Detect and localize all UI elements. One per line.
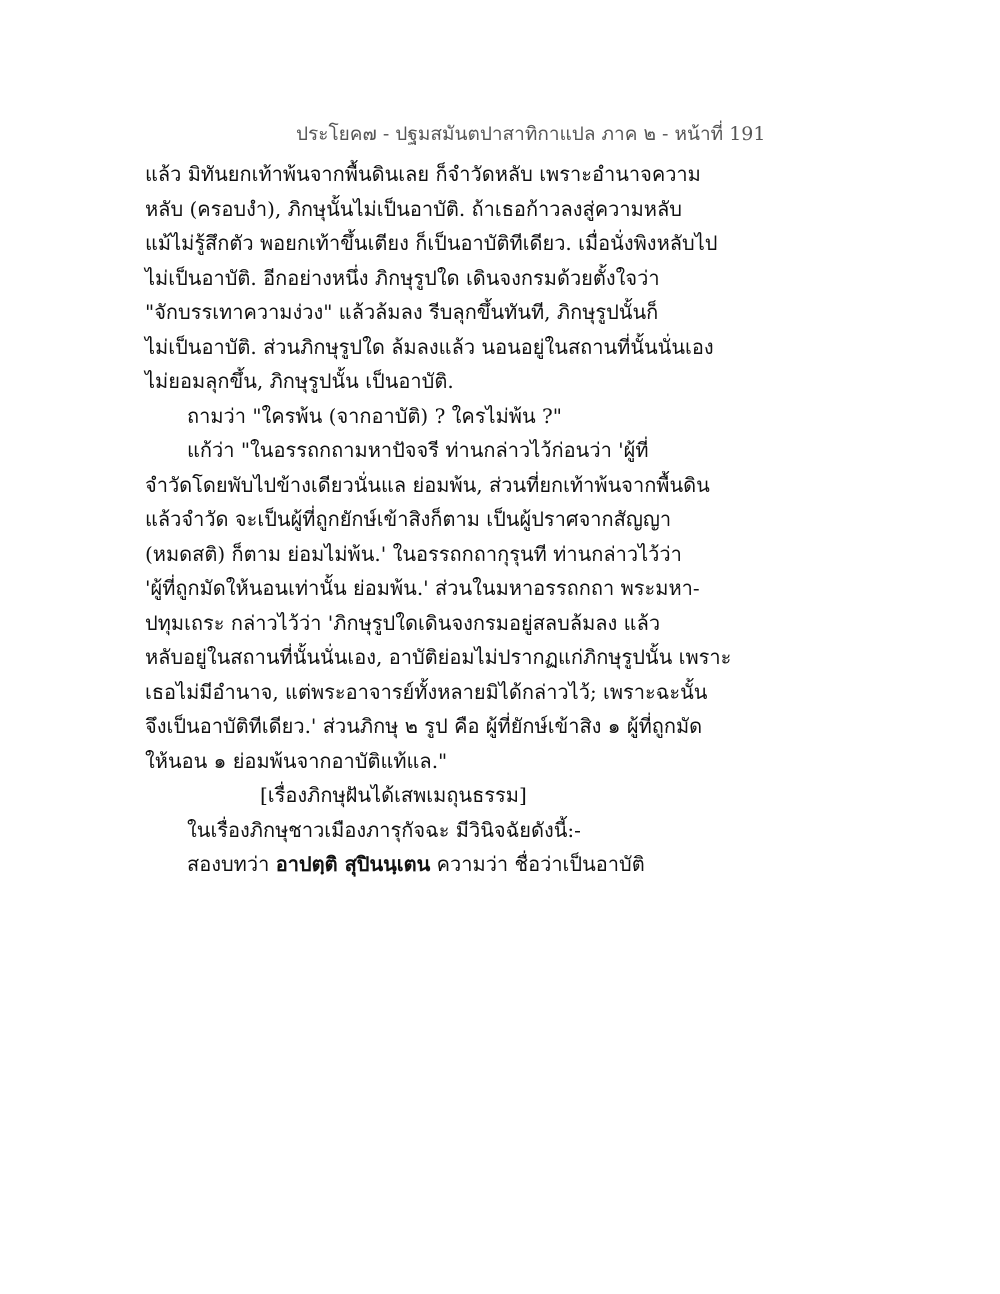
text-line: ถามว่า "ใครพ้น (จากอาบัติ) ? ใครไม่พ้น ?" — [187, 403, 562, 428]
text-line: แล้วจำวัด จะเป็นผู้ที่ถูกยักษ์เข้าสิงก็ตาม เป็นผู้ปราศจากสัญญา — [145, 507, 672, 531]
text-line: ในเรื่องภิกษุชาวเมืองภารุกัจฉะ มีวินิจฉัยดังนี้:- — [187, 817, 581, 842]
pali-term: อาปตฺติ สุปินนฺเตน — [275, 852, 431, 876]
page-body — [145, 157, 732, 882]
text-line: หลับอยู่ในสถานที่นั้นนั่นเอง, อาบัติย่อมไม่ปรากฏแก่ภิกษุรูปนั้น เพราะ — [145, 645, 732, 669]
text-line: 'ผู้ที่ถูกมัดให้นอนเท่านั้น ย่อมพ้น.' ส่วนในมหาอรรถกถา พระมหา- — [145, 576, 700, 600]
text-line: จึงเป็นอาบัติทีเดียว.' ส่วนภิกษุ ๒ รูป คือ ผู้ที่ยักษ์เข้าสิง ๑ ผู้ที่ถูกมัด — [145, 714, 703, 738]
text-line: (หมดสติ) ก็ตาม ย่อมไม่พ้น.' ในอรรถกถากุรุนที ท่านกล่าวไว้ว่า — [145, 541, 682, 566]
last-line-suffix: ความว่า ชื่อว่าเป็นอาบัติ — [430, 852, 645, 876]
text-line: "จักบรรเทาความง่วง" แล้วล้มลง รีบลุกขึ้นทันที, ภิกษุรูปนั้นก็ — [145, 300, 659, 324]
text-line: ไม่เป็นอาบัติ. ส่วนภิกษุรูปใด ล้มลงแล้ว นอนอยู่ในสถานที่นั้นนั่นเอง — [145, 334, 714, 359]
text-line: ให้นอน ๑ ย่อมพ้นจากอาบัติแท้แล." — [145, 748, 448, 773]
text-line: ไม่เป็นอาบัติ. อีกอย่างหนึ่ง ภิกษุรูปใด เดินจงกรมด้วยตั้งใจว่า — [145, 265, 660, 290]
text-line: แล้ว มิทันยกเท้าพ้นจากพื้นดินเลย ก็จำวัดหลับ เพราะอำนาจความ — [145, 162, 701, 186]
text-line-last — [145, 847, 720, 882]
text-line: ไม่ยอมลุกขึ้น, ภิกษุรูปนั้น เป็นอาบัติ. — [145, 369, 454, 393]
last-line-prefix: สองบทว่า — [187, 852, 276, 876]
text-line: จำวัดโดยพับไปข้างเดียวนั่นแล ย่อมพ้น, ส่วนที่ยกเท้าพ้นจากพื้นดิน — [145, 472, 710, 497]
text-line: หลับ (ครอบงำ), ภิกษุนั้นไม่เป็นอาบัติ. ถ้าเธอก้าวลงสู่ความหลับ — [145, 196, 682, 221]
text-line: ปทุมเถระ กล่าวไว้ว่า 'ภิกษุรูปใดเดินจงกรมอยู่สลบล้มลง แล้ว — [145, 610, 661, 635]
section-heading: [เรื่องภิกษุฝันได้เสพเมถุนธรรม] — [260, 783, 527, 807]
text-line: แก้ว่า "ในอรรถกถามหาปัจจรี ท่านกล่าวไว้ก่อนว่า 'ผู้ที่ — [187, 438, 649, 462]
text-line: แม้ไม่รู้สึกตัว พอยกเท้าขึ้นเตียง ก็เป็นอาบัติทีเดียว. เมื่อนั่งพิงหลับไป — [145, 231, 718, 255]
page-header: ประโยค๗ - ปฐมสมันตปาสาทิกาแปล ภาค ๒ - หน้าที่ 191 — [296, 123, 766, 145]
text-line: เธอไม่มีอำนาจ, แต่พระอาจารย์ทั้งหลายมิได้กล่าวไว้; เพราะฉะนั้น — [145, 679, 708, 704]
